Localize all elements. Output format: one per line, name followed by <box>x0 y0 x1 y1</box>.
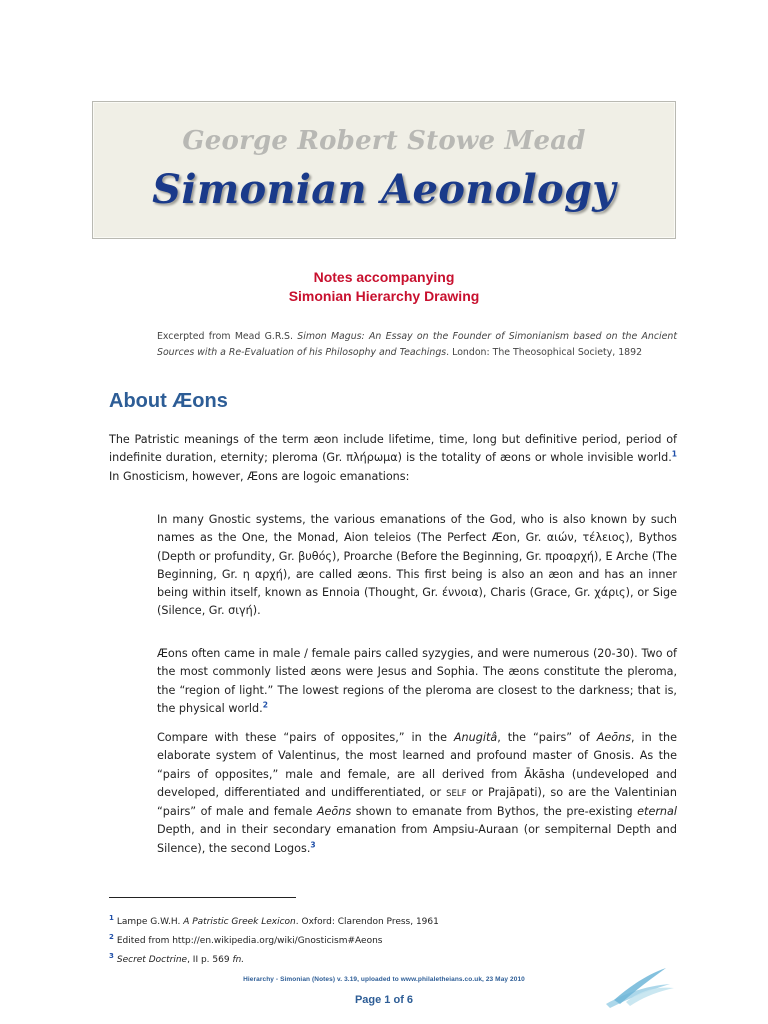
title-box <box>92 101 676 239</box>
footnote-2-link[interactable]: Edited from http://en.wikipedia.org/wiki/Gnosticism#Aeons <box>116 936 383 946</box>
excerpt-citation <box>157 329 677 360</box>
excerpt-prefix: Excerpted from Mead G.R.S. <box>157 331 293 342</box>
q3-text-4: or Prajāpati), so are the Valentinian “pairs” of male and female <box>157 785 678 819</box>
footnote-3-italic-fn: fn. <box>232 955 245 965</box>
excerpt-suffix: . London: The Theosophical Society, 1892 <box>446 346 643 358</box>
footnote-3-number: 3 <box>109 952 114 960</box>
q3-text-6: Depth, and in their secondary emanation from Ampsiu-Auraan (or sempiternal Depth and Silence), the second Logos. <box>157 823 677 855</box>
q3-text-2: , the “pairs” of <box>497 731 597 744</box>
footnote-2-number: 2 <box>109 933 114 941</box>
footnote-1-italic: A Patristic Greek Lexicon <box>183 917 296 927</box>
block-quote-2-text: Æons often came in male / female pairs called syzygies, and were numerous (20-30). Two of the most commonly listed æons were Jesus and Sophia. The æons constitute the pleroma, the “region of light.” The lowest regions of the pleroma are closest to the darkness; that is, the physical world. <box>157 647 677 715</box>
q3-small-caps: SELF <box>446 788 467 799</box>
footnote-1-number: 1 <box>109 914 114 922</box>
footnote-1-text-a: Lampe G.W.H. <box>116 917 184 927</box>
block-quote-2 <box>157 645 677 718</box>
page-number: Page 1 of 6 <box>354 994 414 1006</box>
q3-italic-1: Anugitâ <box>453 731 498 744</box>
footnote-ref-2[interactable]: 2 <box>262 700 268 710</box>
footnote-1-text-b: . Oxford: Clarendon Press, 1961 <box>295 917 439 927</box>
q3-text-3: , in the elaborate system of Valentinus, the most learned and profound master of Gnosis. As the “pairs of opposites,” male and female, are all derived from Ākāsha (undeveloped and developed, differentiated and undifferentiated, or <box>157 731 678 799</box>
q3-italic-2: Aeōns <box>596 731 632 744</box>
footnote-ref-3[interactable]: 3 <box>310 840 316 850</box>
notes-heading-line2: Simonian Hierarchy Drawing <box>288 288 480 304</box>
footnote-ref-1[interactable]: 1 <box>671 449 677 459</box>
footnote-2 <box>109 931 383 947</box>
publisher-logo-icon <box>596 964 678 1010</box>
main-paragraph-text-a: The Patristic meanings of the term æon include lifetime, time, long but definitive period, period of indefinite duration, eternity; pleroma (Gr. πλήρωμα) is the totality of æons or whole invisible world. <box>109 433 677 465</box>
excerpt-book-title: Simon Magus: An Essay on the Founder of Simonianism based on the Ancient Sources with a Re-Evaluation of his Philosophy and Teachings <box>157 331 678 358</box>
q3-italic-4: eternal <box>637 805 677 819</box>
section-heading: About Æons <box>109 390 228 412</box>
author-name: George Robert Stowe Mead <box>182 126 586 156</box>
main-paragraph-text-b: In Gnosticism, however, Æons are logoic emanations: <box>109 469 410 483</box>
q3-text-1: Compare with these “pairs of opposites,” in the <box>157 731 454 744</box>
footnote-1 <box>109 912 439 928</box>
footnote-3-text: , II p. 569 <box>187 955 233 965</box>
block-quote-1: In many Gnostic systems, the various emanations of the God, who is also known by such names as the One, the Monad, Aion teleios (The Perfect Æon, Gr. αιών, τέλειος), Bythos (Depth or profundity, Gr. βυθός), Proarche (Before the Beginning, Gr. προαρχή), E Arche (The Beginning, Gr. η αρχή), are called æons. This first being is also an æon and has an inner being within itself, known as Ennoia (Thought, Gr. έννοια), Charis (Grace, Gr. χάρις), or Sige (Silence, Gr. σιγή). <box>157 513 677 618</box>
block-quote-3 <box>157 729 677 858</box>
footnote-divider <box>109 897 296 898</box>
notes-heading-line1: Notes accompanying <box>313 269 455 285</box>
q3-italic-3: Aeōns <box>316 805 352 819</box>
q3-text-5: shown to emanate from Bythos, the pre-existing <box>351 805 638 819</box>
footnote-3-italic: Secret Doctrine <box>116 955 188 965</box>
footnote-3 <box>109 950 244 966</box>
footer-info[interactable]: Hierarchy - Simonian (Notes) v. 3.19, uploaded to www.philaletheians.co.uk, 23 May 2010 <box>243 976 525 983</box>
main-paragraph <box>109 431 677 486</box>
document-title: Simonian Aeonology <box>152 166 616 213</box>
